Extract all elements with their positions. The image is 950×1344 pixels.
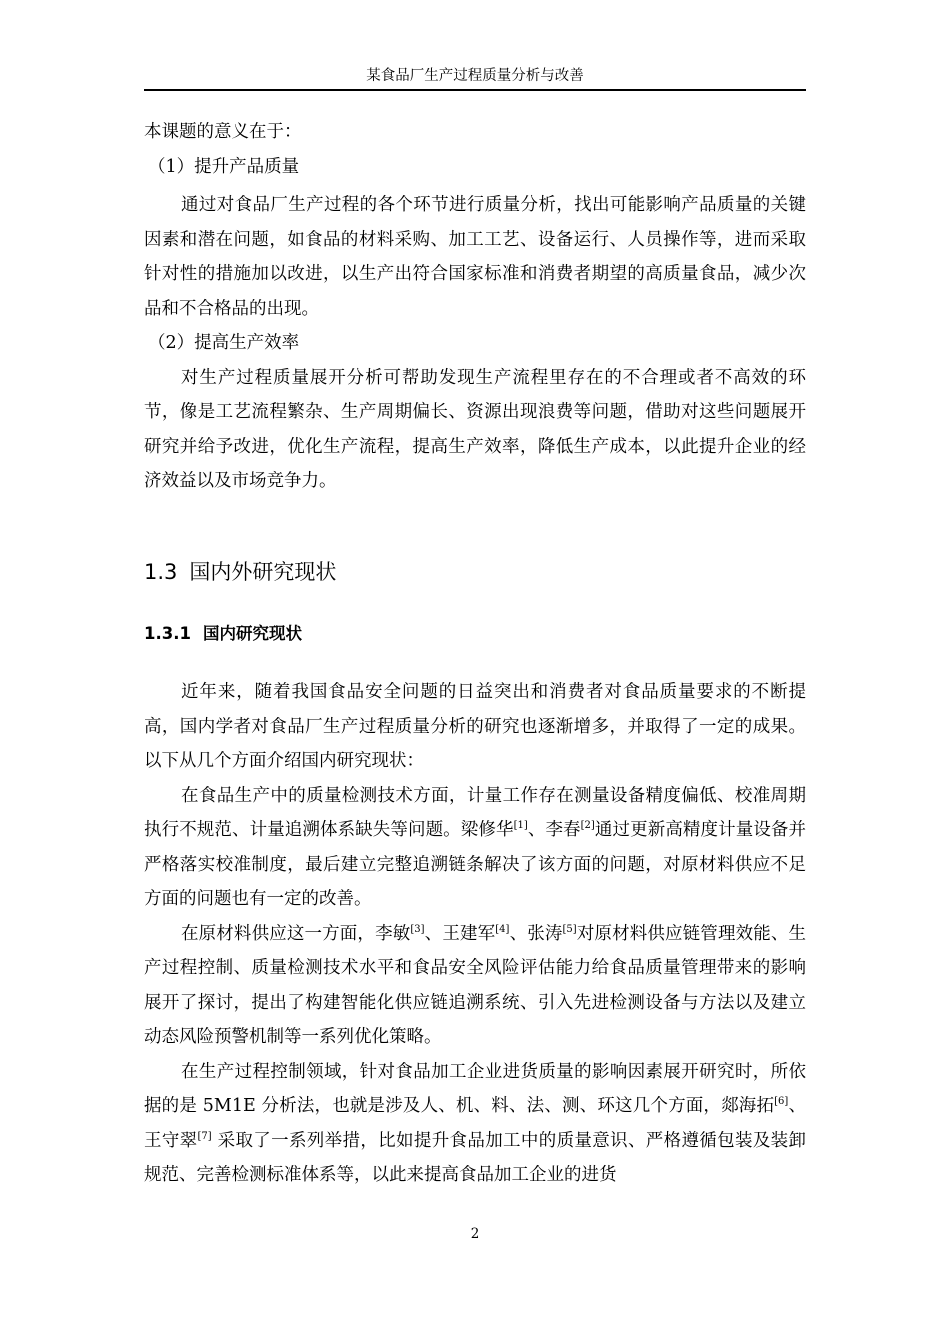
paragraph-measurement: 在食品生产中的质量检测技术方面，计量工作存在测量设备精度偏低、校准周期执行不规范、计量追溯体系缺失等问题。梁修华[1]、李春[2]通过更新高精度计量设备并严格落实校准制度，最后建立完整追溯链条解决了该方面的问题，对原材料供应不足方面的问题也有一定的改善。 bbox=[144, 785, 807, 909]
citation-7[interactable]: [7] bbox=[197, 1130, 212, 1142]
running-header: 某食品厂生产过程质量分析与改善 bbox=[366, 68, 584, 84]
paragraph-raw-materials: 在原材料供应这一方面，李敏[3]、王建军[4]、张涛[5]对原材料供应链管理效能、生产过程控制、质量检测技术水平和食品安全风险评估能力给食品质量管理带来的影响展开了探讨，提出了构建智能化供应链追溯系统、引入先进检测设备与方法以及建立动态风险预警机制等一系列优化策略。 bbox=[144, 923, 807, 1047]
header-rule bbox=[144, 89, 806, 91]
subsection-title: 国内研究现状 bbox=[202, 624, 302, 643]
point-1-paragraph: 通过对食品厂生产过程的各个环节进行质量分析，找出可能影响产品质量的关键因素和潜在问题，如食品的材料采购、加工工艺、设备运行、人员操作等，进而采取针对性的措施加以改进，以生产出符合国家标准和消费者期望的高质量食品，减少次品和不合格品的出现。 bbox=[144, 195, 806, 319]
subsection-heading bbox=[144, 621, 302, 647]
citation-5[interactable]: [5] bbox=[562, 923, 577, 935]
intro-line: 本课题的意义在于： bbox=[144, 122, 302, 142]
paragraph-process-control: 在生产过程控制领域，针对食品加工企业进货质量的影响因素展开研究时，所依据的是 5M1E 分析法，也就是涉及人、机、料、法、测、环这几个方面，郯海拓[6]、王守翠[7] 采取了一系列举措，比如提升食品加工中的质量意识、严格遵循包装及装卸规范、完善检测标准体系等，以此来提高食品加工企业的进货 bbox=[144, 1061, 807, 1185]
subsection-number: 1.3.1 bbox=[144, 624, 191, 643]
point-2-heading: （2）提高生产效率 bbox=[148, 333, 300, 353]
citation-3[interactable]: [3] bbox=[410, 923, 425, 935]
page-number: 2 bbox=[470, 1226, 480, 1242]
section-number: 1.3 bbox=[144, 560, 178, 584]
citation-2[interactable]: [2] bbox=[580, 820, 595, 831]
point-2-paragraph: 对生产过程质量展开分析可帮助发现生产流程里存在的不合理或者不高效的环节，像是工艺流程繁杂、生产周期偏长、资源出现浪费等问题，借助对这些问题展开研究并给予改进，优化生产流程，提高生产效率，降低生产成本，以此提升企业的经济效益以及市场竞争力。 bbox=[144, 367, 806, 491]
significance-block bbox=[144, 115, 806, 499]
section-title: 国内外研究现状 bbox=[189, 560, 337, 584]
citation-6[interactable]: [6] bbox=[774, 1096, 789, 1107]
paragraph-overview: 近年来，随着我国食品安全问题的日益突出和消费者对食品质量要求的不断提高，国内学者对食品厂生产过程质量分析的研究也逐渐增多，并取得了一定的成果。以下从几个方面介绍国内研究现状： bbox=[144, 682, 806, 771]
citation-1[interactable]: [1] bbox=[513, 820, 528, 831]
domestic-research-block bbox=[144, 675, 806, 1193]
citation-4[interactable]: [4] bbox=[495, 923, 510, 935]
section-heading bbox=[144, 557, 336, 587]
point-1-heading: （1）提升产品质量 bbox=[148, 156, 300, 177]
